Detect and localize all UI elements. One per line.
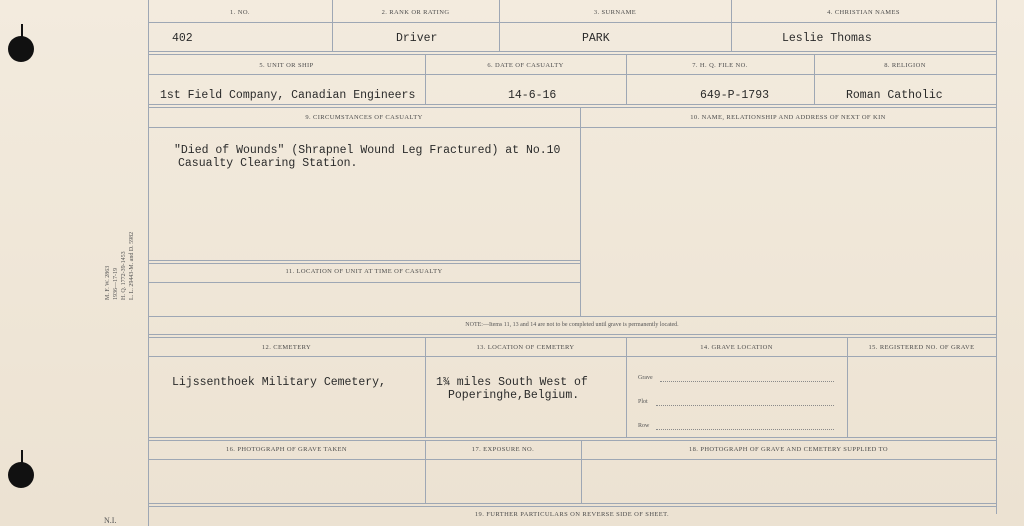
location-unit-top-line [148, 260, 580, 264]
grave-location-label: 14. GRAVE LOCATION [700, 344, 773, 351]
row5-top-line [148, 437, 996, 441]
plot-field-line [656, 405, 834, 406]
row-field-label: Row [638, 423, 650, 429]
rank-label: 2. RANK OR RATING [381, 9, 450, 16]
row4-divider [847, 338, 848, 438]
row1-divider [731, 0, 732, 52]
registered-no-label: 15. REGISTERED NO. OF GRAVE [868, 344, 975, 351]
unit-label: 5. UNIT OR SHIP [259, 62, 314, 69]
hq-file-value: 649-P-1793 [700, 89, 770, 102]
photo-supplied-label: 18. PHOTOGRAPH OF GRAVE AND CEMETERY SUPPLIED TO [688, 446, 889, 453]
religion-value: Roman Catholic [846, 89, 943, 102]
location-of-cemetery-line-1: 1¾ miles South West of [436, 376, 588, 389]
next-of-kin-label: 10. NAME, RELATIONSHIP AND ADDRESS OF NEXT OF KIN [690, 114, 886, 121]
right-border [996, 0, 997, 514]
religion-label: 8. RELIGION [884, 62, 926, 69]
rank-value: Driver [396, 32, 438, 45]
location-of-unit-label: 11. LOCATION OF UNIT AT TIME OF CASUALTY [285, 268, 443, 275]
row6-top-line [148, 503, 996, 507]
row5-header-line [148, 459, 996, 460]
row4-divider [425, 338, 426, 438]
row4-header-line [148, 356, 996, 357]
circumstances-line-1: "Died of Wounds" (Shrapnel Wound Leg Fractured) at No.10 [174, 144, 561, 157]
row3-header-line [148, 127, 996, 128]
note-bottom-line [148, 334, 996, 338]
row-field-line [656, 429, 834, 430]
location-of-cemetery-line-2: Poperinghe,Belgium. [448, 389, 580, 402]
cemetery-label: 12. CEMETERY [261, 344, 312, 351]
note-top-line [148, 316, 996, 317]
circumstances-label: 9. CIRCUMSTANCES OF CASUALTY [305, 114, 423, 121]
note-text: NOTE:—Items 11, 13 and 14 are not to be completed until grave is permanently located. [465, 322, 679, 328]
row1-bottom-line [148, 51, 996, 55]
location-of-cemetery-label: 13. LOCATION OF CEMETERY [476, 344, 575, 351]
row4-divider [626, 338, 627, 438]
row3-divider [580, 108, 581, 316]
row1-divider [499, 0, 500, 52]
form-code: M. F. W. 2863 1936—17-19 H. Q. 1772-39-1453 L. L. 29443-M. and D. 5982 [105, 231, 135, 300]
christian-names-label: 4. CHRISTIAN NAMES [827, 9, 900, 16]
row2-bottom-line [148, 104, 996, 108]
date-label: 6. DATE OF CASUALTY [487, 62, 564, 69]
cemetery-value: Lijssenthoek Military Cemetery, [172, 376, 386, 389]
unit-value: 1st Field Company, Canadian Engineers [160, 89, 416, 102]
circumstances-line-2: Casualty Clearing Station. [178, 157, 358, 170]
christian-names-value: Leslie Thomas [782, 32, 872, 45]
corner-mark: N.I. [104, 516, 117, 525]
location-unit-header-line [148, 282, 580, 283]
row1-header-line [148, 22, 996, 23]
punch-hole-bottom [8, 462, 34, 488]
surname-label: 3. SURNAME [593, 9, 637, 16]
row1-divider [332, 0, 333, 52]
plot-field-label: Plot [638, 399, 648, 405]
row2-header-line [148, 74, 996, 75]
punch-hole-top [8, 36, 34, 62]
date-value: 14-6-16 [508, 89, 557, 102]
no-label: 1. NO. [230, 9, 250, 16]
exposure-label: 17. EXPOSURE NO. [471, 446, 535, 453]
hq-file-label: 7. H. Q. FILE NO. [692, 62, 748, 69]
surname-value: PARK [582, 32, 610, 45]
grave-field-line [660, 381, 834, 382]
further-particulars-label: 19. FURTHER PARTICULARS ON REVERSE SIDE OF SHEET. [474, 511, 670, 518]
photo-taken-label: 16. PHOTOGRAPH OF GRAVE TAKEN [225, 446, 348, 453]
grave-field-label: Grave [638, 375, 653, 381]
no-value: 402 [172, 32, 193, 45]
